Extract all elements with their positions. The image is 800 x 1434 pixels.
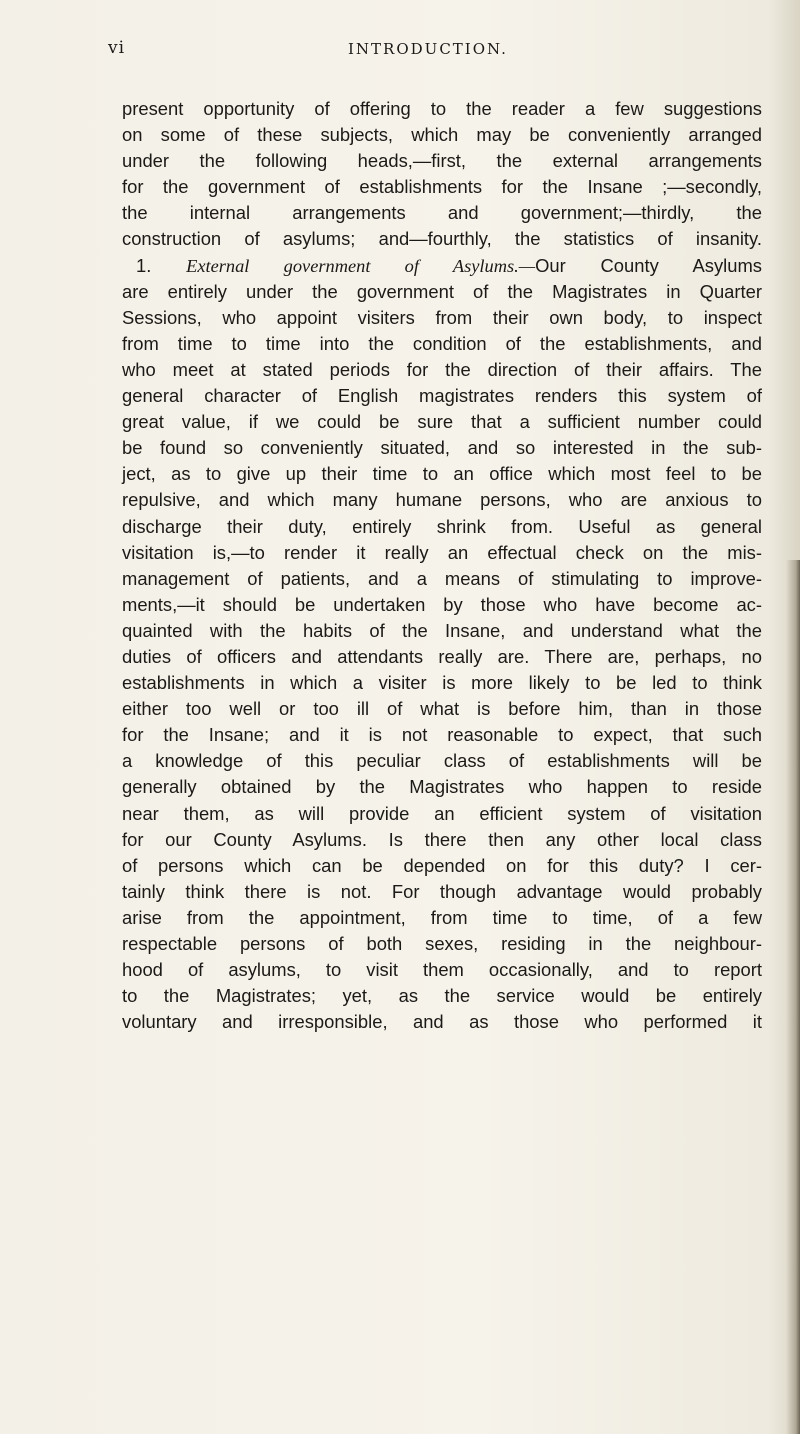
text-line: arise from the appointment, from time to time, of a few <box>122 906 762 928</box>
section-lead-text: Our County Asylums <box>535 254 762 276</box>
text-line: hood of asylums, to visit them occasionally, and to report <box>122 959 762 981</box>
text-line: quainted with the habits of the Insane, and understand what the <box>122 619 762 641</box>
text-line: ments,—it should be undertaken by those who have become ac- <box>122 593 762 615</box>
text-line: establishments in which a visiter is more likely to be led to think <box>122 672 762 694</box>
text-line: Sessions, who appoint visiters from their own body, to inspect <box>122 306 762 328</box>
text-line: duties of officers and attendants really are. There are, perhaps, no <box>122 645 762 667</box>
text-line: either too well or too ill of what is before him, than in those <box>122 698 762 720</box>
text-line: on some of these subjects, which may be conveniently arranged <box>122 124 762 146</box>
text-line: discharge their duty, entirely shrink from. Useful as general <box>122 515 762 537</box>
text-line: near them, as will provide an efficient system of visitation <box>122 802 762 824</box>
text-line: the internal arrangements and government;—thirdly, the <box>122 202 762 224</box>
text-line: visitation is,—to render it really an effectual check on the mis- <box>122 541 762 563</box>
text-line: who meet at stated periods for the direction of their affairs. The <box>122 358 762 380</box>
text-line: for the Insane; and it is not reasonable to expect, that such <box>122 724 762 746</box>
text-line: be found so conveniently situated, and so interested in the sub- <box>122 437 762 459</box>
text-line: to the Magistrates; yet, as the service would be entirely <box>122 985 762 1007</box>
text-line: repulsive, and which many humane persons, who are anxious to <box>122 489 762 511</box>
text-line: of persons which can be depended on for this duty? I cer- <box>122 854 762 876</box>
text-line: voluntary and irresponsible, and as those who performed it <box>122 1011 762 1033</box>
text-line: are entirely under the government of the Magistrates in Quarter <box>122 280 762 302</box>
section-line <box>122 253 762 279</box>
page-number: vi <box>108 38 126 58</box>
text-line: for our County Asylums. Is there then any other local class <box>122 828 762 850</box>
page-edge-shadow <box>786 560 800 1434</box>
text-line: management of patients, and a means of stimulating to improve- <box>122 567 762 589</box>
text-line: present opportunity of offering to the reader a few suggestions <box>122 98 762 119</box>
text-line: ject, as to give up their time to an office which most feel to be <box>122 463 762 485</box>
text-line: tainly think there is not. For though advantage would probably <box>122 880 762 902</box>
text-line: respectable persons of both sexes, residing in the neighbour- <box>122 933 762 954</box>
text-line: for the government of establishments for the Insane ;—secondly, <box>122 176 762 198</box>
section-number: 1. <box>136 254 152 276</box>
text-line: construction of asylums; and—fourthly, the statistics of insanity. <box>122 228 762 250</box>
body-text <box>122 96 762 1035</box>
page-header <box>108 38 758 66</box>
section-heading: External government of Asylums.— <box>186 255 536 276</box>
text-line: under the following heads,—first, the external arrangements <box>122 150 762 172</box>
text-line: generally obtained by the Magistrates who happen to reside <box>122 776 762 798</box>
text-line: general character of English magistrates renders this system of <box>122 385 762 407</box>
running-head: INTRODUCTION. <box>348 40 508 58</box>
text-line: from time to time into the condition of the establishments, and <box>122 332 762 354</box>
text-line: great value, if we could be sure that a sufficient number could <box>122 411 762 433</box>
text-line: a knowledge of this peculiar class of establishments will be <box>122 750 762 772</box>
